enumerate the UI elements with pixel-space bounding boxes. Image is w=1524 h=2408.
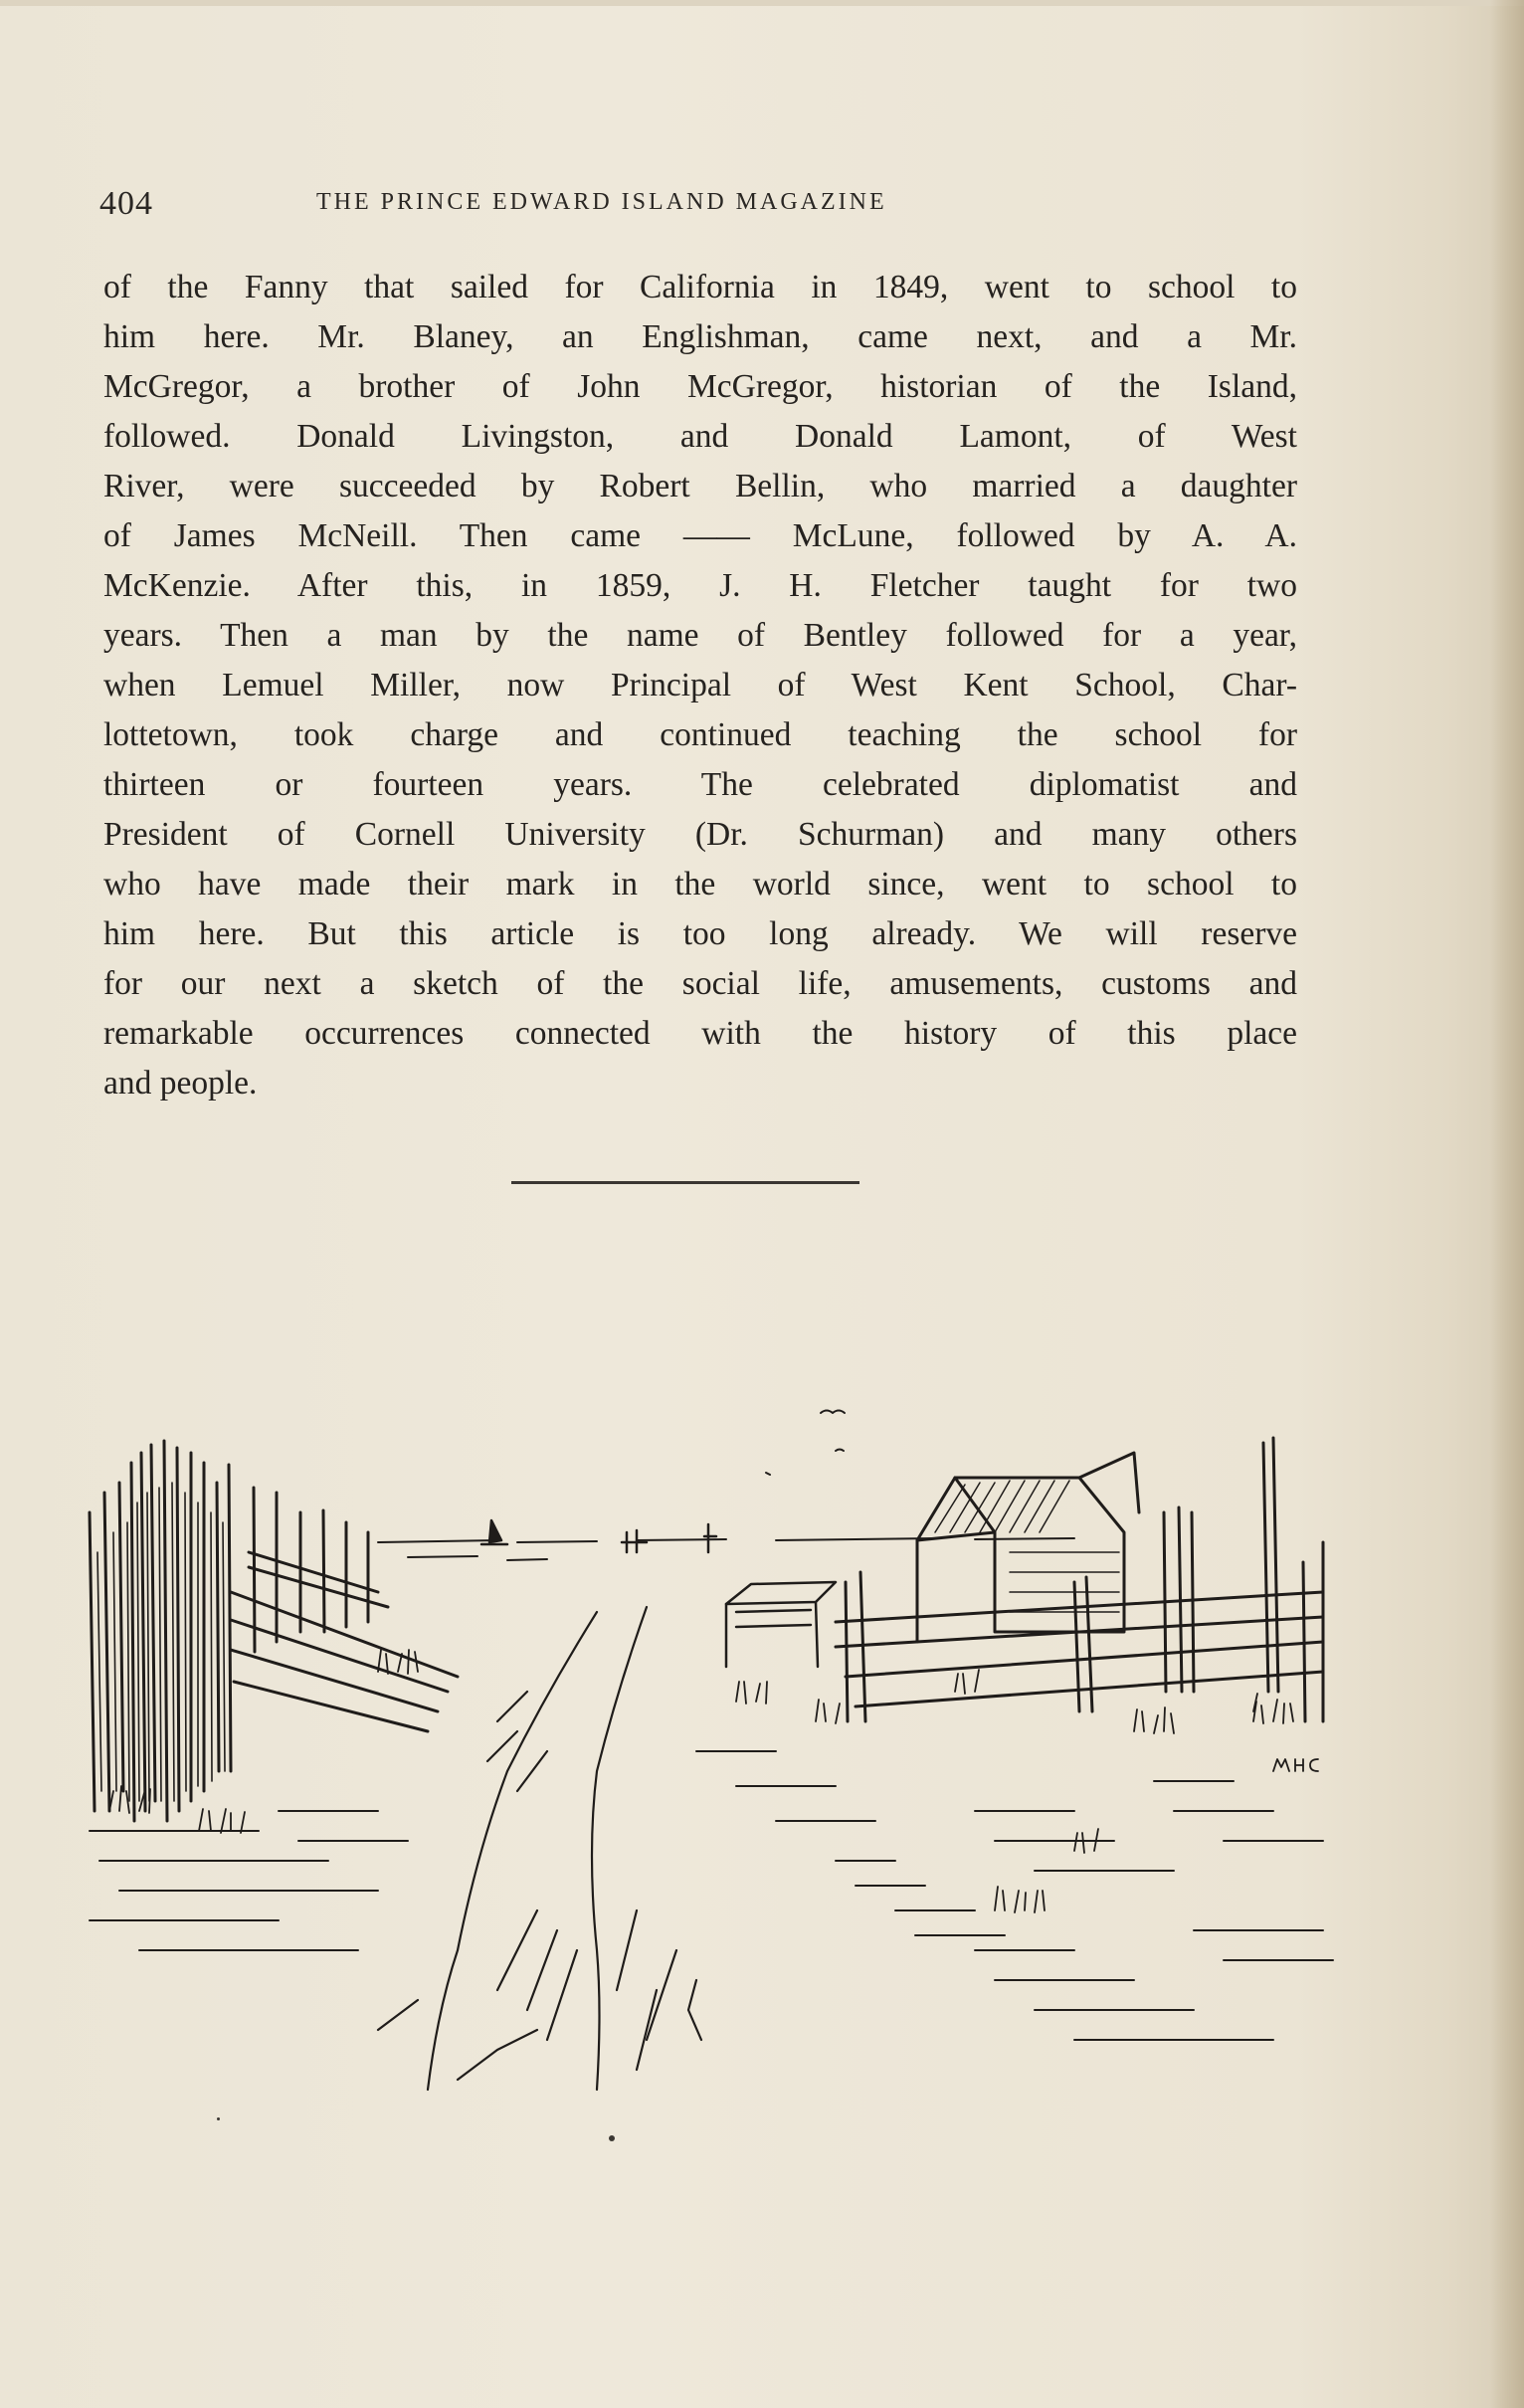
page-number: 404 <box>99 185 153 222</box>
text-line: when Lemuel Miller, now Principal of West Kent School, Char- <box>103 667 1297 703</box>
text-line: McKenzie. After this, in 1859, J. H. Fletcher taught for two <box>103 567 1297 604</box>
text-line: McGregor, a brother of John McGregor, historian of the Island, <box>103 368 1297 405</box>
section-divider <box>511 1181 859 1184</box>
text-line: years. Then a man by the name of Bentley followed for a year, <box>103 617 1297 654</box>
page-top-edge <box>0 0 1524 6</box>
text-line: for our next a sketch of the social life, amusements, customs and <box>103 965 1297 1002</box>
horizon-lines <box>378 1538 1074 1560</box>
right-fence <box>836 1542 1323 1721</box>
grass-tufts <box>109 1650 1293 1912</box>
birds <box>766 1411 845 1476</box>
journal-title: THE PRINCE EDWARD ISLAND MAGAZINE <box>316 189 887 215</box>
text-line: him here. But this article is too long already. We will reserve <box>103 915 1297 952</box>
page-edge-shadow <box>1490 0 1524 2408</box>
artist-signature <box>1273 1759 1318 1771</box>
ground-strokes <box>90 1751 1333 2040</box>
print-speck <box>217 2117 220 2120</box>
article-text <box>103 263 1297 1108</box>
lane-tracks <box>378 1607 701 2090</box>
text-line: him here. Mr. Blaney, an Englishman, came next, and a Mr. <box>103 318 1297 355</box>
farm-lane-illustration <box>80 1393 1353 2109</box>
running-head <box>99 185 1089 225</box>
text-line-last: and people. <box>103 1065 258 1102</box>
text-line: President of Cornell University (Dr. Schurman) and many others <box>103 816 1297 853</box>
distant-posts <box>622 1524 716 1552</box>
text-line: remarkable occurrences connected with the history of this place <box>103 1015 1297 1052</box>
small-shed <box>726 1582 836 1667</box>
text-line: River, were succeeded by Robert Bellin, who married a daughter <box>103 468 1297 504</box>
text-line: of the Fanny that sailed for California in 1849, went to school to <box>103 269 1297 305</box>
text-line: of James McNeill. Then came —— McLune, followed by A. A. <box>103 517 1297 554</box>
text-line: thirteen or fourteen years. The celebrated diplomatist and <box>103 766 1297 803</box>
text-line: lottetown, took charge and continued teaching the school for <box>103 716 1297 753</box>
farmhouse <box>917 1438 1278 1692</box>
text-line: followed. Donald Livingston, and Donald Lamont, of West <box>103 418 1297 455</box>
left-fence-hatching <box>97 1483 225 1801</box>
text-line: who have made their mark in the world since, went to school to <box>103 866 1297 903</box>
roof-hatching <box>935 1481 1119 1612</box>
print-speck <box>609 2135 615 2141</box>
left-fence <box>90 1441 458 1821</box>
